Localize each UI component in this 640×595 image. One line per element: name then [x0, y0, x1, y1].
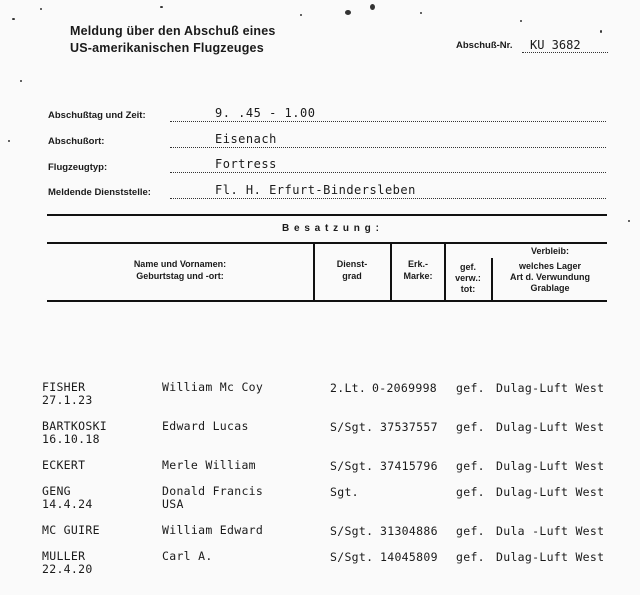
- field-value-location: Eisenach: [215, 132, 277, 146]
- crew-id: 31304886: [380, 524, 438, 538]
- crew-status: gef.: [456, 420, 485, 434]
- crew-fate: Dulag-Luft West: [496, 420, 605, 434]
- crew-birth: 22.4.20: [42, 562, 93, 576]
- crew-surname: MULLER: [42, 549, 86, 563]
- header-fate-4: Grablage: [530, 283, 570, 293]
- crew-surname: GENG: [42, 484, 71, 498]
- crew-surname: MC GUIRE: [42, 523, 100, 537]
- field-label-aircraft-type: Flugzeugtyp:: [48, 162, 108, 173]
- crew-birth: 27.1.23: [42, 393, 93, 407]
- crew-status: gef.: [456, 524, 485, 538]
- field-value-date: 9. .45 - 1.00: [215, 106, 316, 120]
- crew-given-name: William Edward: [162, 523, 264, 537]
- header-rank-2: grad: [342, 271, 362, 281]
- header-fate-1: Verbleib:: [530, 246, 569, 256]
- crew-id: 0-2069998: [372, 381, 438, 395]
- crew-rank: S/Sgt.: [330, 459, 374, 473]
- document-title-line2: US-amerikanischen Flugzeuges: [70, 41, 264, 55]
- crew-id: 14045809: [380, 550, 438, 564]
- header-status-2: verw.:: [455, 273, 481, 283]
- field-label-location: Abschußort:: [48, 136, 105, 147]
- crew-given-name: Merle William: [162, 458, 256, 472]
- header-id-1: Erk.-: [407, 259, 428, 269]
- crew-fate: Dulag-Luft West: [496, 459, 605, 473]
- crew-given-name: Donald Francis: [162, 484, 264, 498]
- crew-id: 37415796: [380, 459, 438, 473]
- header-name: Name und Vornamen:: [133, 259, 227, 269]
- crew-fate: Dulag-Luft West: [496, 550, 605, 564]
- header-fate-2: welches Lager: [518, 261, 582, 271]
- field-label-date: Abschußtag und Zeit:: [48, 110, 146, 121]
- header-birth: Geburtstag und -ort:: [136, 271, 224, 281]
- header-rank-1: Dienst-: [336, 259, 368, 269]
- crew-fate: Dulag-Luft West: [496, 485, 605, 499]
- crew-surname: ECKERT: [42, 458, 86, 472]
- document-title-line1: Meldung über den Abschuß eines: [70, 24, 276, 38]
- field-value-reporting-unit: Fl. H. Erfurt-Bindersleben: [215, 183, 416, 197]
- crew-status: gef.: [456, 381, 485, 395]
- field-label-reporting-unit: Meldende Dienststelle:: [48, 187, 151, 198]
- crew-status: gef.: [456, 485, 485, 499]
- crew-rank: 2.Lt.: [330, 381, 367, 395]
- crew-given-name: Carl A.: [162, 549, 213, 563]
- crew-surname: FISHER: [42, 380, 86, 394]
- crew-status: gef.: [456, 459, 485, 473]
- crew-rank: S/Sgt.: [330, 420, 374, 434]
- crew-given-name: William Mc Coy: [162, 380, 264, 394]
- crew-nationality: USA: [162, 497, 184, 511]
- header-status-3: tot:: [460, 284, 476, 294]
- header-id-2: Marke:: [403, 271, 433, 281]
- crew-birth: 16.10.18: [42, 432, 100, 446]
- crew-status: gef.: [456, 550, 485, 564]
- crew-rank: S/Sgt.: [330, 524, 374, 538]
- crew-id: 37537557: [380, 420, 438, 434]
- crew-fate: Dula -Luft West: [496, 524, 605, 538]
- field-value-aircraft-type: Fortress: [215, 157, 277, 171]
- crew-surname: BARTKOSKI: [42, 419, 108, 433]
- crew-fate: Dulag-Luft West: [496, 381, 605, 395]
- crew-given-name: Edward Lucas: [162, 419, 249, 433]
- crew-section-title: B e s a t z u n g :: [282, 223, 380, 234]
- crew-rank: Sgt.: [330, 485, 359, 499]
- header-fate-3: Art d. Verwundung: [510, 272, 590, 282]
- report-number-label: Abschuß-Nr.: [456, 40, 513, 51]
- header-status-1: gef.: [459, 262, 476, 272]
- crew-birth: 14.4.24: [42, 497, 93, 511]
- crew-rank: S/Sgt.: [330, 550, 374, 564]
- report-number-value: KU 3682: [530, 38, 581, 52]
